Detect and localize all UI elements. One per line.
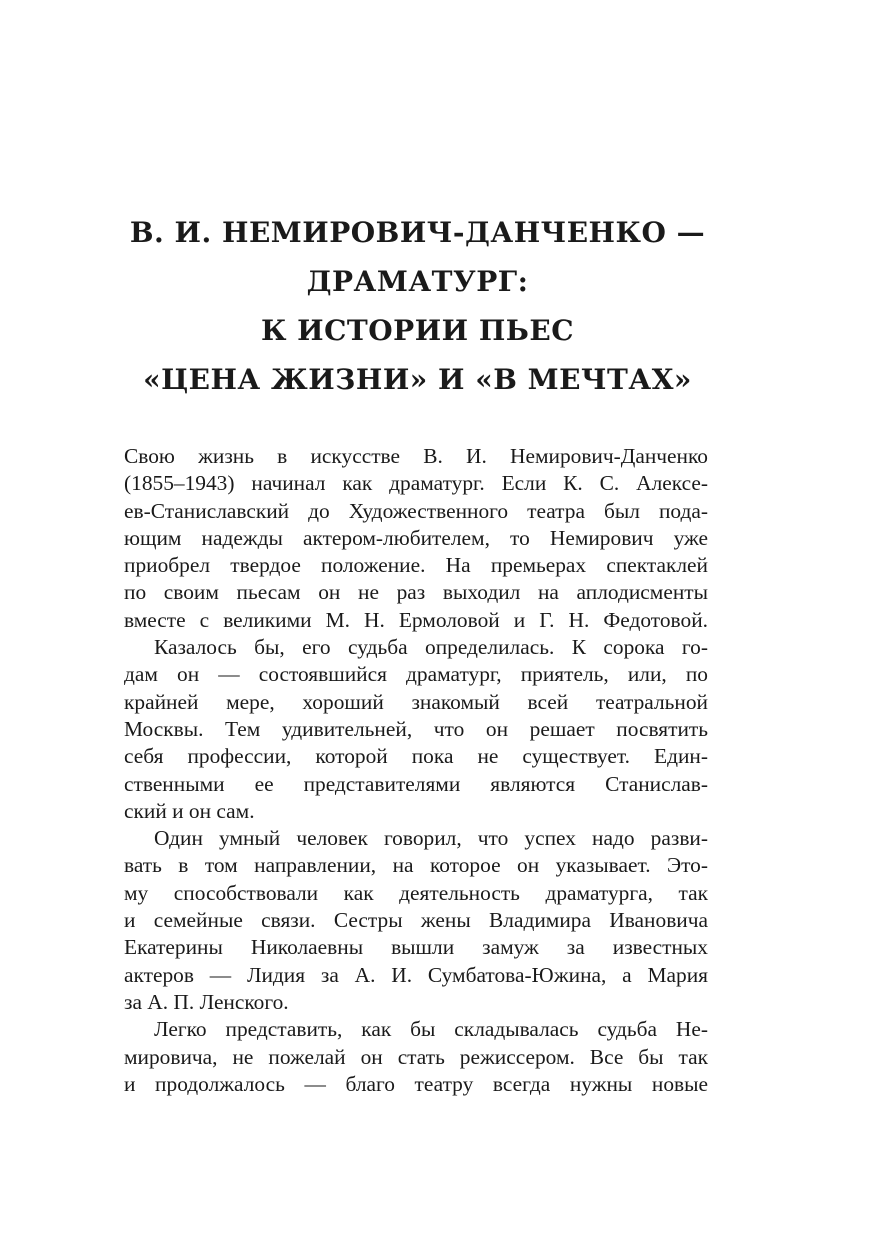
chapter-title-line: В. И. НЕМИРОВИЧ-ДАНЧЕНКО —	[129, 216, 706, 249]
text-line: ев-Станиславский до Художественного театра был пода-	[124, 498, 708, 523]
paragraph	[124, 634, 708, 825]
text-line: (1855–1943) начинал как драматург. Если К. С. Алексе-	[124, 471, 708, 496]
chapter-title	[100, 208, 735, 404]
text-line: вать в том направлении, на которое он указывает. Это-	[124, 853, 708, 878]
text-line: ющим надежды актером-любителем, то Немирович уже	[124, 525, 708, 550]
text-line: вместе с великими М. Н. Ермоловой и Г. Н. Федотовой.	[124, 607, 708, 632]
text-line: дам он — состоявшийся драматург, приятель, или, по	[124, 662, 708, 687]
text-line: и семейные связи. Сестры жены Владимира Ивановича	[124, 908, 708, 933]
paragraph	[124, 825, 708, 1016]
text-line: мировича, не пожелай он стать режиссером. Все бы так	[124, 1044, 708, 1069]
chapter-title-line: ДРАМАТУРГ:	[306, 265, 529, 298]
text-line: Легко представить, как бы складывалась судьба Не-	[154, 1017, 708, 1042]
text-line: по своим пьесам он не раз выходил на аплодисменты	[124, 580, 708, 605]
body-text	[124, 443, 708, 1098]
paragraph	[124, 1016, 708, 1098]
text-line: ственными ее представителями являются Станислав-	[124, 771, 708, 796]
text-line: и продолжалось — благо театру всегда нужны новые	[124, 1071, 708, 1096]
text-line: Екатерины Николаевны вышли замуж за известных	[124, 935, 708, 960]
text-line: Москвы. Тем удивительней, что он решает посвятить	[124, 716, 708, 741]
paragraph	[124, 443, 708, 634]
text-line: му способствовали как деятельность драматурга, так	[124, 880, 708, 905]
text-line: актеров — Лидия за А. И. Сумбатова-Южина, а Мария	[124, 962, 708, 987]
text-line: себя профессии, которой пока не существует. Един-	[124, 744, 708, 769]
text-line: ский и он сам.	[124, 798, 255, 823]
text-line: за А. П. Ленского.	[124, 989, 289, 1014]
chapter-title-line: К ИСТОРИИ ПЬЕС	[260, 314, 575, 347]
text-line: приобрел твердое положение. На премьерах спектаклей	[124, 553, 708, 578]
text-line: Свою жизнь в искусстве В. И. Немирович-Данченко	[124, 444, 708, 468]
text-line: Один умный человек говорил, что успех надо разви-	[154, 826, 708, 851]
text-line: Казалось бы, его судьба определилась. К сорока го-	[154, 635, 708, 660]
chapter-title-line: «ЦЕНА ЖИЗНИ» И «В МЕЧТАХ»	[143, 363, 692, 396]
text-line: крайней мере, хороший знакомый всей театральной	[124, 689, 708, 714]
